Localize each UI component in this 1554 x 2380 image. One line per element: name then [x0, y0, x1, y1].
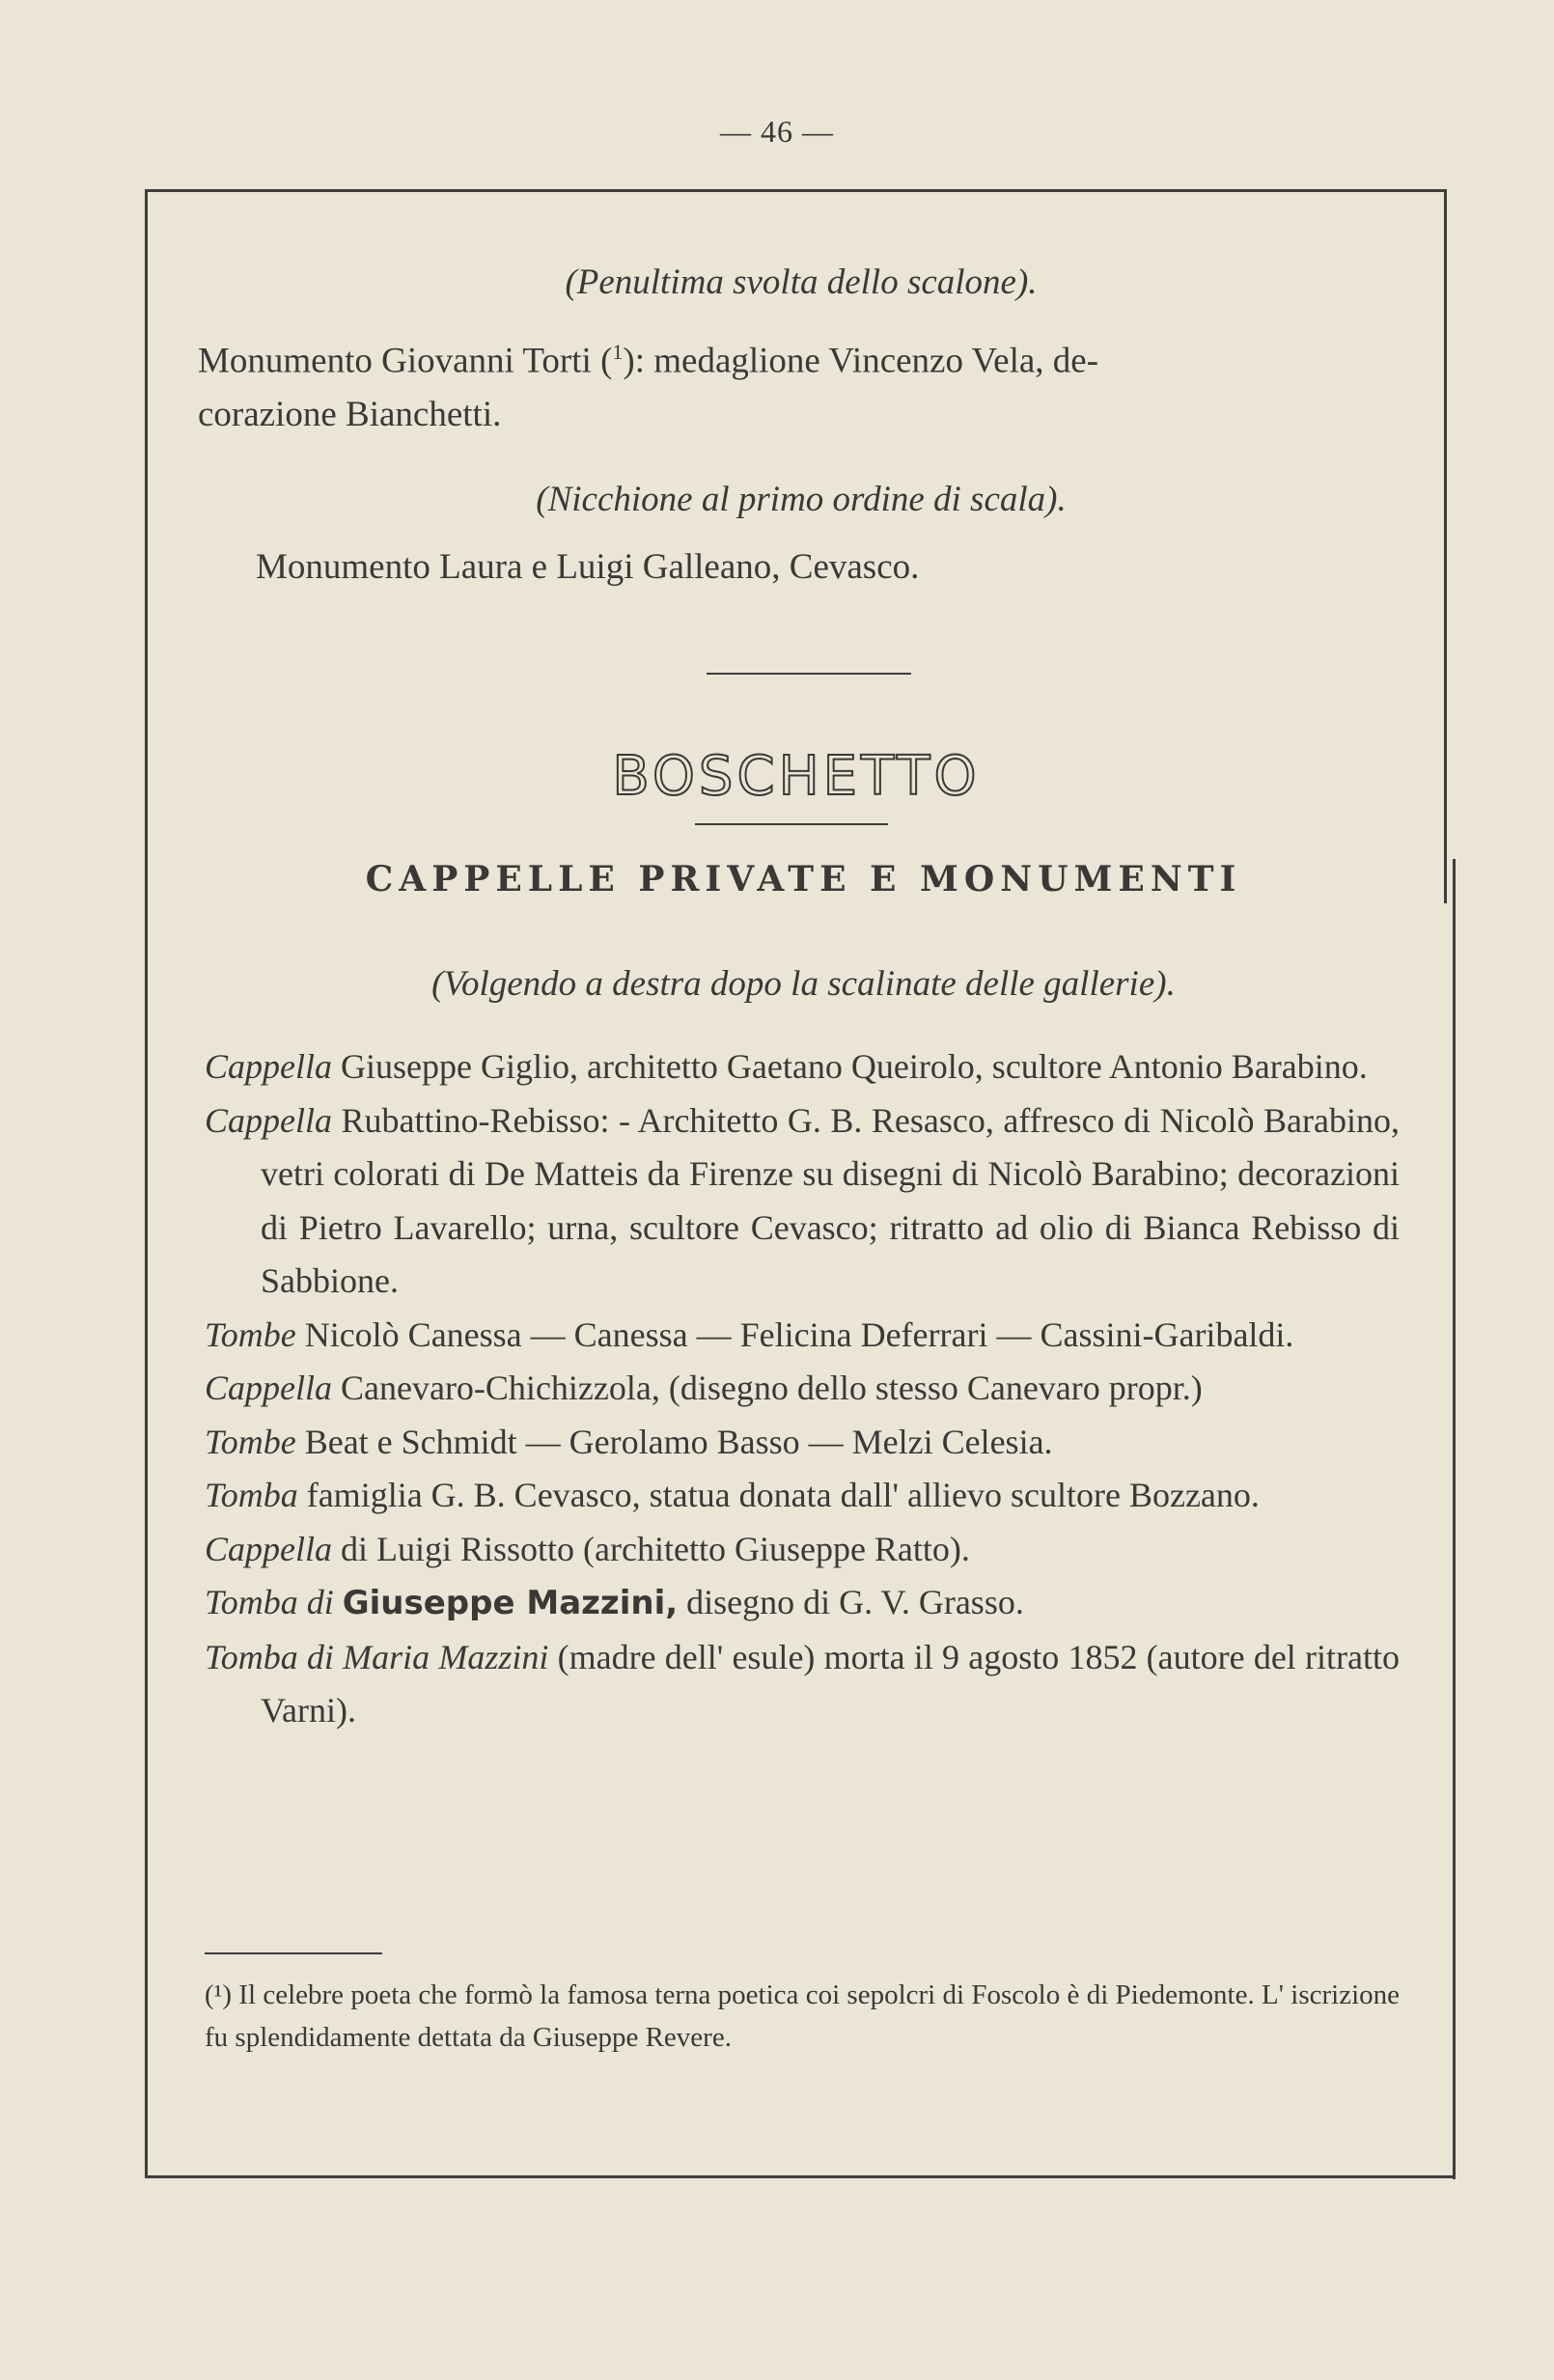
entry-lead: Cappella	[205, 1100, 332, 1140]
monument-torti	[198, 325, 1404, 388]
entry-name-bold: Giuseppe Mazzini,	[342, 1584, 679, 1622]
intro-text: (Volgendo a destra dopo la scalinate delle gallerie).	[431, 964, 1176, 1004]
title-boschetto: BOSCHETTO	[612, 745, 981, 808]
entry-lead: Tomba di	[205, 1583, 334, 1621]
footnote-block	[205, 1974, 1400, 2059]
entry-lead: Tombe	[205, 1422, 296, 1461]
list-item	[205, 1362, 1400, 1416]
list-item	[205, 1469, 1400, 1523]
page-number: — 46 —	[720, 114, 834, 149]
frame-top-border	[145, 189, 1446, 192]
entry-lead: Tombe	[205, 1315, 296, 1354]
list-item	[205, 1416, 1400, 1470]
frame-right-border-lower	[1453, 859, 1456, 2179]
entry-lead: Cappella	[205, 1369, 332, 1407]
entry-text: Beat e Schmidt — Gerolamo Basso — Melzi Celesia.	[295, 1422, 1053, 1461]
footnote-rule	[205, 1952, 382, 1954]
entry-text: (madre dell' esule) morta il 9 agosto 1852 (autore del ritratto Varni).	[261, 1637, 1400, 1730]
entry-lead: Tomba	[205, 1476, 298, 1514]
list-item	[205, 1040, 1400, 1094]
location-penultima: (Penultima svolta dello scalone).	[565, 263, 1038, 302]
footnote-text: (¹) Il celebre poeta che formò la famosa terna poetica coi sepolcri di Foscolo è di Piedemonte. L' iscrizione fu splendidamente dettata da Giuseppe Revere.	[205, 1979, 1400, 2053]
list-item-mazzini	[205, 1576, 1400, 1631]
list-item-madre	[205, 1631, 1400, 1738]
entry-lead: Cappella	[205, 1047, 332, 1086]
frame-bottom-border	[145, 2175, 1456, 2178]
list-item	[205, 1523, 1400, 1577]
entry-lead: Cappella	[205, 1529, 332, 1568]
entry-text: Canevaro-Chichizzola, (disegno dello stesso Canevaro propr.)	[332, 1369, 1203, 1407]
entry-text: famiglia G. B. Cevasco, statua donata dall' allievo scultore Bozzano.	[297, 1476, 1260, 1514]
entry-text: Nicolò Canessa — Canessa — Felicina Deferrari — Cassini-Garibaldi.	[295, 1315, 1294, 1354]
intro-volgendo	[154, 957, 1453, 1011]
heading-cappelle: CAPPELLE PRIVATE E MONUMENTI	[365, 859, 1242, 899]
divider-rule-1	[707, 673, 911, 675]
entries-list	[205, 1040, 1400, 1738]
location-nicchione: (Nicchione al primo ordine di scala).	[536, 480, 1067, 520]
list-item	[205, 1094, 1400, 1309]
entry-text: Giuseppe Giglio, architetto Gaetano Queirolo, scultore Antonio Barabino.	[332, 1047, 1368, 1086]
list-item	[205, 1309, 1400, 1363]
entry-lead: Tomba di Maria Mazzini	[205, 1637, 549, 1676]
entry-text: disegno di G. V. Grasso.	[678, 1583, 1024, 1621]
monument-torti-suffix: ): medaglione Vincenzo Vela, de-	[623, 341, 1099, 381]
monument-galleano: Monumento Laura e Luigi Galleano, Cevasco.	[256, 547, 920, 588]
monument-torti-prefix: Monumento Giovanni Torti (	[198, 341, 613, 381]
monument-torti-line2: corazione Bianchetti.	[198, 395, 502, 435]
entry-text: di Luigi Rissotto (architetto Giuseppe Ratto).	[332, 1529, 970, 1568]
frame-left-border	[145, 189, 148, 2177]
entry-text: Rubattino-Rebisso: - Architetto G. B. Resasco, affresco di Nicolò Barabino, vetri colorati di De Matteis da Firenze su disegni di Nicolò Barabino; decorazioni di Pietro Lavarello; urna, scultore Cevasco; ritratto ad olio di Bianca Rebisso di Sabbione.	[261, 1100, 1400, 1300]
divider-rule-2	[695, 823, 888, 825]
footnote-ref: 1	[612, 340, 624, 364]
section-scalone	[198, 256, 1404, 595]
